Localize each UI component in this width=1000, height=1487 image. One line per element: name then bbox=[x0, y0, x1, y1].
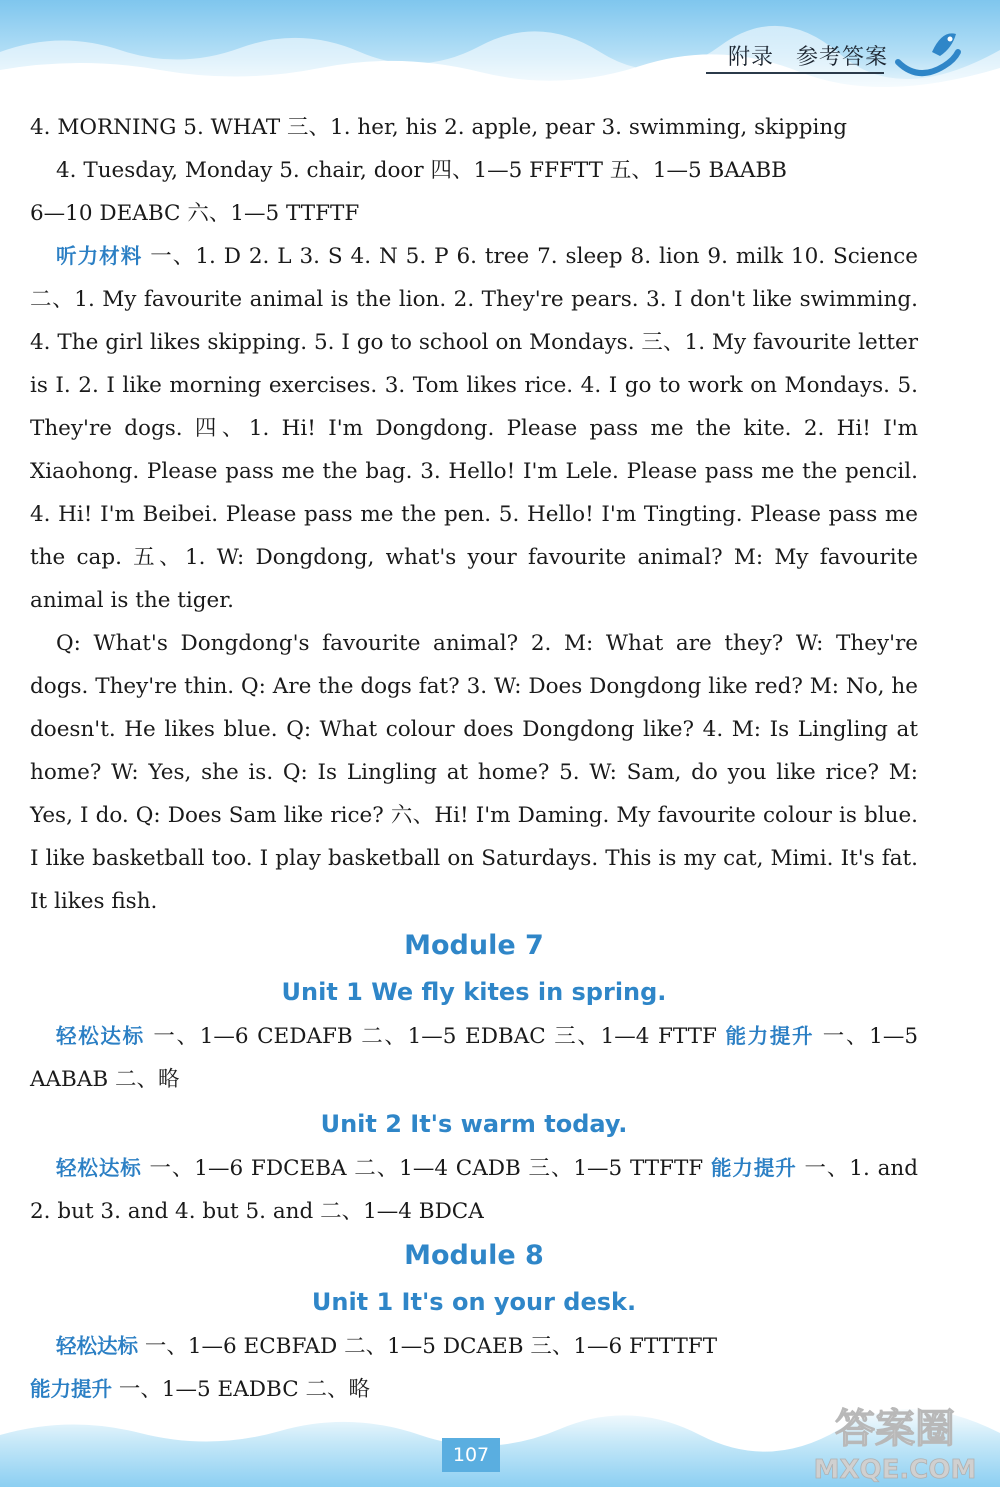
answer-line-3: 6—10 DEABC 六、1—5 TTFTF bbox=[30, 201, 360, 226]
easy-answers: 一、1—6 ECBFAD 二、1—5 DCAEB 三、1—6 FTTTFT bbox=[144, 1334, 718, 1359]
easy-label: 轻松达标 bbox=[56, 1334, 138, 1358]
listening-label: 听力材料 bbox=[56, 244, 143, 268]
answer-line-1: 4. MORNING 5. WHAT 三、1. her, his 2. apple, pear 3. swimming, skipping bbox=[30, 115, 848, 140]
module-7-unit-1-answers bbox=[30, 1015, 918, 1101]
ability-label: 能力提升 bbox=[725, 1024, 815, 1048]
ability-label: 能力提升 bbox=[711, 1156, 797, 1180]
module-7-unit-2-answers bbox=[30, 1147, 918, 1233]
listening-section bbox=[30, 235, 918, 622]
module-7-unit-2-title: Unit 2 It's warm today. bbox=[320, 1110, 628, 1138]
fish-icon bbox=[892, 22, 964, 86]
answer-line-2: 4. Tuesday, Monday 5. chair, door 四、1—5 FFFTT 五、1—5 BAABB bbox=[56, 158, 787, 183]
easy-label: 轻松达标 bbox=[56, 1156, 142, 1180]
page-header bbox=[728, 40, 888, 71]
module-8-unit-1-title: Unit 1 It's on your desk. bbox=[311, 1288, 637, 1316]
module-7-title: Module 7 bbox=[404, 930, 544, 961]
listening-text: 一、1. D 2. L 3. S 4. N 5. P 6. tree 7. sleep 8. lion 9. milk 10. Science 二、1. My favourite animal is the lion. 2. They're pears. 3. I don't like swimming. 4. The girl likes skipping. 5. I go to school on Mondays. 三、1. My favourite letter is I. 2. I like morning exercises. 3. Tom likes rice. 4. I go to work on Mondays. 5. They're dogs. 四、1. Hi! I'm Dongdong. Please pass me the kite. 2. Hi! I'm Xiaohong. Please pass me the bag. 3. Hello! I'm Lele. Please pass me the pencil. 4. Hi! I'm Beibei. Please pass me the pen. 5. Hello! I'm Tingting. Please pass me the cap. 五、1. W: Dongdong, what's your favourite animal? M: My favourite animal is the tiger. bbox=[30, 244, 918, 613]
ability-label: 能力提升 bbox=[30, 1377, 112, 1401]
ability-answers: 一、1—5 AABAB 二、略 bbox=[30, 1024, 919, 1092]
easy-answers: 一、1—6 FDCEBA 二、1—4 CADB 三、1—5 TTFTF bbox=[149, 1156, 704, 1181]
page-number: 107 bbox=[442, 1438, 500, 1472]
header-answers: 参考答案 bbox=[795, 45, 888, 70]
watermark-line-2: MXQE.COM bbox=[813, 1455, 977, 1484]
watermark-line-1: 答案圈 bbox=[835, 1406, 955, 1452]
watermark-logo bbox=[800, 1398, 990, 1484]
header-appendix: 附录 bbox=[727, 45, 774, 70]
ability-answers: 一、1—5 EADBC 二、略 bbox=[118, 1377, 370, 1402]
answer-content bbox=[30, 106, 918, 1411]
dialogue-section: Q: What's Dongdong's favourite animal? 2. M: What are they? W: They're dogs. They're thin. Q: Are the dogs fat? 3. W: Does Dongdong like red? M: No, he doesn't. He likes blue. Q: What colour does Dongdong like? 4. M: Is Lingling at home? W: Yes, she is. Q: Is Lingling at home? 5. W: Sam, do you like rice? M: Yes, I do. Q: Does Sam like rice? 六、Hi! I'm Daming. My favourite colour is blue. I like basketball too. I play basketball on Saturdays. This is my cat, Mimi. It's fat. It likes fish. bbox=[30, 631, 918, 914]
module-8-title: Module 8 bbox=[404, 1240, 544, 1271]
module-7-unit-1-title: Unit 1 We fly kites in spring. bbox=[281, 978, 667, 1006]
easy-label: 轻松达标 bbox=[56, 1024, 145, 1048]
header-rule bbox=[706, 72, 884, 74]
easy-answers: 一、1—6 CEDAFB 二、1—5 EDBAC 三、1—4 FTTF bbox=[153, 1024, 717, 1049]
ability-answers: 一、1. and 2. but 3. and 4. but 5. and 二、1—4 BDCA bbox=[30, 1156, 918, 1224]
module-8-unit-1-easy bbox=[30, 1325, 918, 1368]
